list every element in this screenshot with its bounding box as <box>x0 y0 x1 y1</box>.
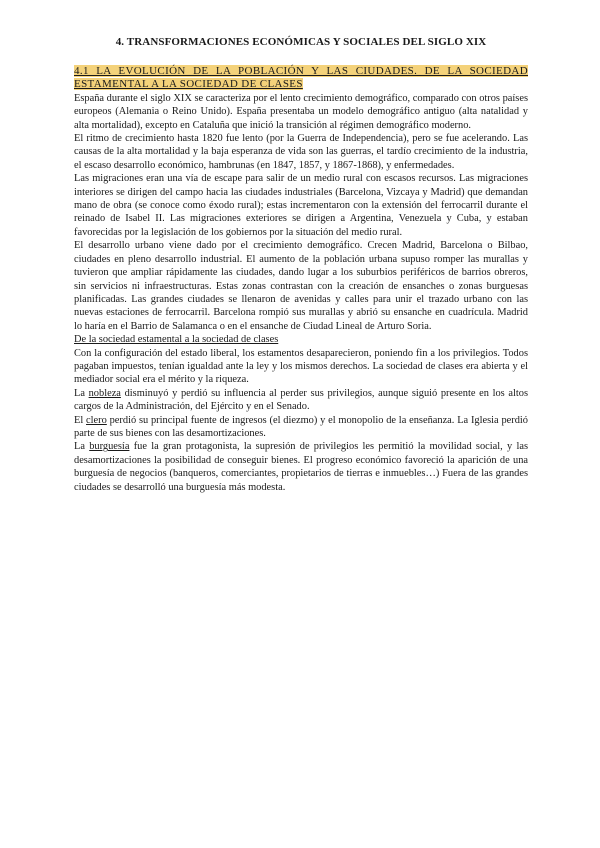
section-heading-text: 4.1 LA EVOLUCIÓN DE LA POBLACIÓN Y LAS CIUDADES. DE LA SOCIEDAD ESTAMENTAL A LA SOCIEDAD DE CLASES <box>74 65 528 91</box>
document-title: 4. TRANSFORMACIONES ECONÓMICAS Y SOCIALES DEL SIGLO XIX <box>115 36 487 48</box>
nobleza-text: disminuyó y perdió su influencia al perder sus privilegios, aunque siguió presente en los altos cargos de la Administración, del Ejército y en el Senado. <box>74 387 528 413</box>
paragraph-clero <box>74 414 528 441</box>
term-clero: clero <box>86 414 107 426</box>
section-heading <box>74 65 528 92</box>
paragraph-demography: España durante el siglo XIX se caracteriza por el lento crecimiento demográfico, comparado con otros países europeos (Alemania o Reino Unido). España presentaba un modelo demográfico antiguo (alta natalidad y alta mortalidad), excepto en Cataluña que inició la transición al régimen demográfico moderno. <box>74 92 528 131</box>
nobleza-pre: La <box>74 387 89 399</box>
subheading-class-society: De la sociedad estamental a la sociedad de clases <box>74 334 279 346</box>
term-nobleza: nobleza <box>88 387 121 399</box>
burguesia-text: fue la gran protagonista, la supresión de privilegios les permitió la movilidad social, y las desamortizaciones la posibilidad de conseguir bienes. El progreso económico favoreció la aparición de una burguesía de negocios (banqueros, comerciantes, propietarios de tierras e inmuebles…) Fuera de las grandes ciudades se desarrolló una burguesía más modesta. <box>74 441 528 493</box>
paragraph-burguesia <box>74 440 528 494</box>
paragraph-growth-rate: El ritmo de crecimiento hasta 1820 fue lento (por la Guerra de Independencia), pero se fue acelerando. Las causas de la alta mortalidad y la baja esperanza de vida son las guerras, el tardío crecimiento de la industria, el escaso desarrollo económico, hambrunas (en 1847, 1857, y 1867-1868), y enfermedades. <box>74 133 528 171</box>
clero-pre: El <box>74 414 87 426</box>
paragraph-nobleza <box>74 387 528 414</box>
document-page <box>74 36 528 494</box>
burguesia-pre: La <box>74 441 90 453</box>
clero-text: perdió su principal fuente de ingresos (el diezmo) y el monopolio de la enseñanza. La Iglesia perdió parte de sus bienes con las desamortizaciones. <box>74 414 528 439</box>
paragraph-migrations: Las migraciones eran una vía de escape para salir de un medio rural con escasos recursos. Las migraciones interiores se dirigen del campo hacia las ciudades industriales (Barcelona, Vizcaya y Madrid) que demandan mano de obra (se conoce como éxodo rural); estas incrementaron con la extensión del ferrocarril durante el reinado de Isabel II. Las migraciones exteriores se dirigen a Argentina, Venezuela y Cuba, y estaban favorecidas por la legislación de los gobiernos por la situación del medio rural. <box>74 173 528 238</box>
term-burguesia: burguesía <box>89 441 130 453</box>
paragraph-urban-development: El desarrollo urbano viene dado por el crecimiento demográfico. Crecen Madrid, Barcelona o Bilbao, ciudades en pleno desarrollo industrial. El aumento de la población urbana supuso romper las murallas y tuvieron que ampliar rápidamente las ciudades, dando lugar a los suburbios periféricos de barrios obreros, sin servicios ni infraestructuras. Estas zonas contrastan con la creación de ensanches o zonas burguesas planificadas. Las grandes ciudades se llenaron de avenidas y calles para unir el trazado urbano con las nuevas estaciones de ferrocarril. Barcelona rompió sus murallas y abrió su ensanche en cuadrícula. Madrid lo haría en el Barrio de Salamanca o en el ensanche de Ciudad Lineal de Arturo Soria. <box>74 240 528 332</box>
paragraph-liberal-state: Con la configuración del estado liberal, los estamentos desaparecieron, poniendo fin a los privilegios. Todos pagaban impuestos, tenían igualdad ante la ley y los mismos derechos. La sociedad de clases era abierta y el mediador social era el mérito y la riqueza. <box>74 347 528 386</box>
